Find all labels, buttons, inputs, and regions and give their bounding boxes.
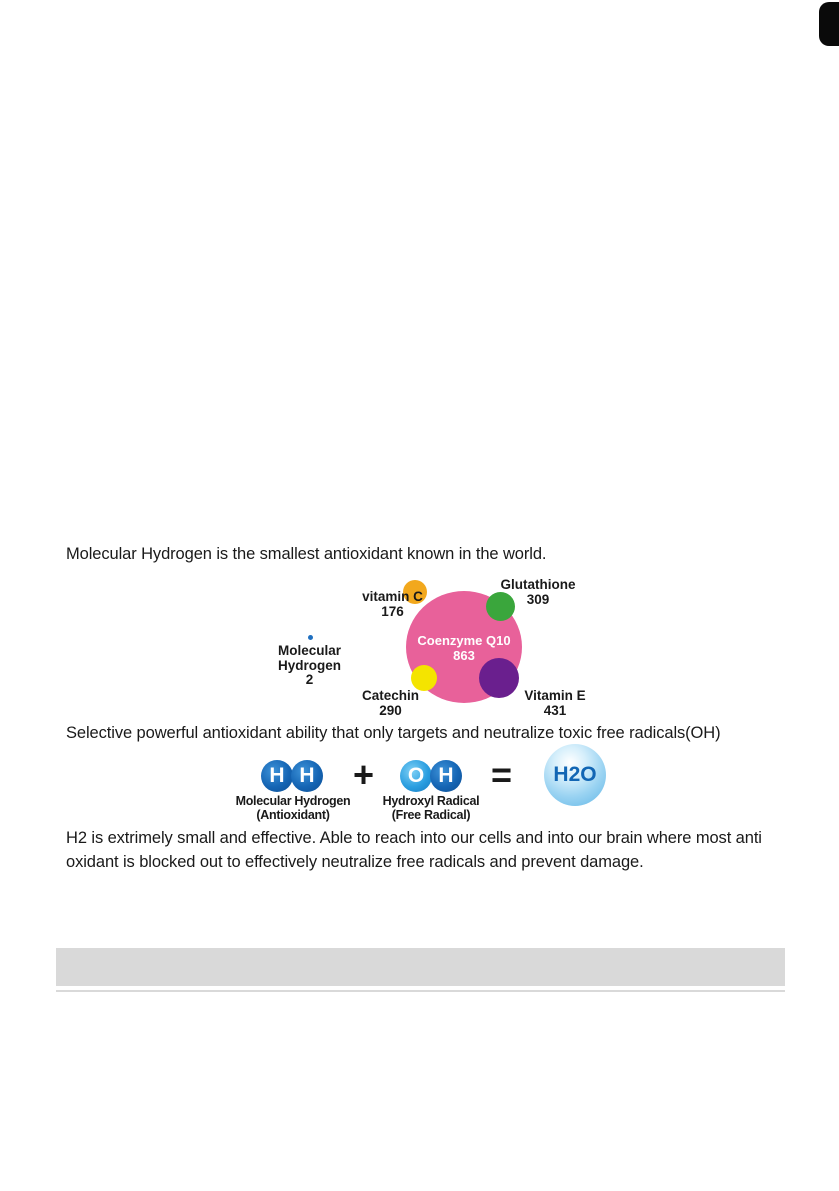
- hydroxyl-radical-label: Hydroxyl Radical: [382, 794, 480, 808]
- hydrogen-atom-icon: H: [261, 760, 293, 792]
- section-divider-bar: [56, 948, 785, 986]
- vitamin-c-value-label: 176: [381, 604, 404, 619]
- section-divider-line: [56, 990, 785, 992]
- hydrogen-atom-icon: H: [430, 760, 462, 792]
- hydrogen-name-label: Molecular Hydrogen: [277, 643, 342, 673]
- heading-selective-antioxidant: Selective powerful antioxidant ability that only targets and neutralize toxic free radicals(OH): [66, 724, 721, 742]
- free-radical-label: (Free Radical): [391, 808, 471, 822]
- plus-sign: +: [353, 754, 375, 795]
- page-corner-tab: [819, 2, 839, 46]
- coenzyme-name-label: Coenzyme Q10: [417, 633, 511, 648]
- vitamin-e-name-label: Vitamin E: [524, 688, 586, 703]
- paragraph-line-1: H2 is extrimely small and effective. Able to reach into our cells and into our brain where most anti: [66, 829, 762, 847]
- hydrogen-atom-icon: H: [291, 760, 323, 792]
- coenzyme-value-label: 863: [453, 648, 475, 663]
- water-molecule-icon: H2O: [544, 744, 606, 806]
- vitamin-e-circle: [479, 658, 519, 698]
- glutathione-name-label: Glutathione: [500, 577, 576, 592]
- molecular-hydrogen-label: Molecular Hydrogen: [235, 794, 351, 808]
- glutathione-value-label: 309: [526, 592, 550, 607]
- vitamin-c-name-label: vitamin C: [362, 589, 423, 604]
- catechin-value-label: 290: [379, 703, 402, 718]
- heading-smallest-antioxidant: Molecular Hydrogen is the smallest antioxidant known in the world.: [66, 545, 547, 563]
- hydrogen-value-label: 2: [305, 672, 314, 687]
- hydrogen-dot: [308, 635, 313, 640]
- equals-sign: =: [491, 754, 513, 795]
- paragraph-line-2: oxidant is blocked out to effectively neutralize free radicals and prevent damage.: [66, 853, 644, 871]
- antioxidant-label: (Antioxidant): [256, 808, 330, 822]
- oxygen-atom-icon: O: [400, 760, 432, 792]
- vitamin-e-value-label: 431: [543, 703, 567, 718]
- catechin-name-label: Catechin: [361, 688, 419, 703]
